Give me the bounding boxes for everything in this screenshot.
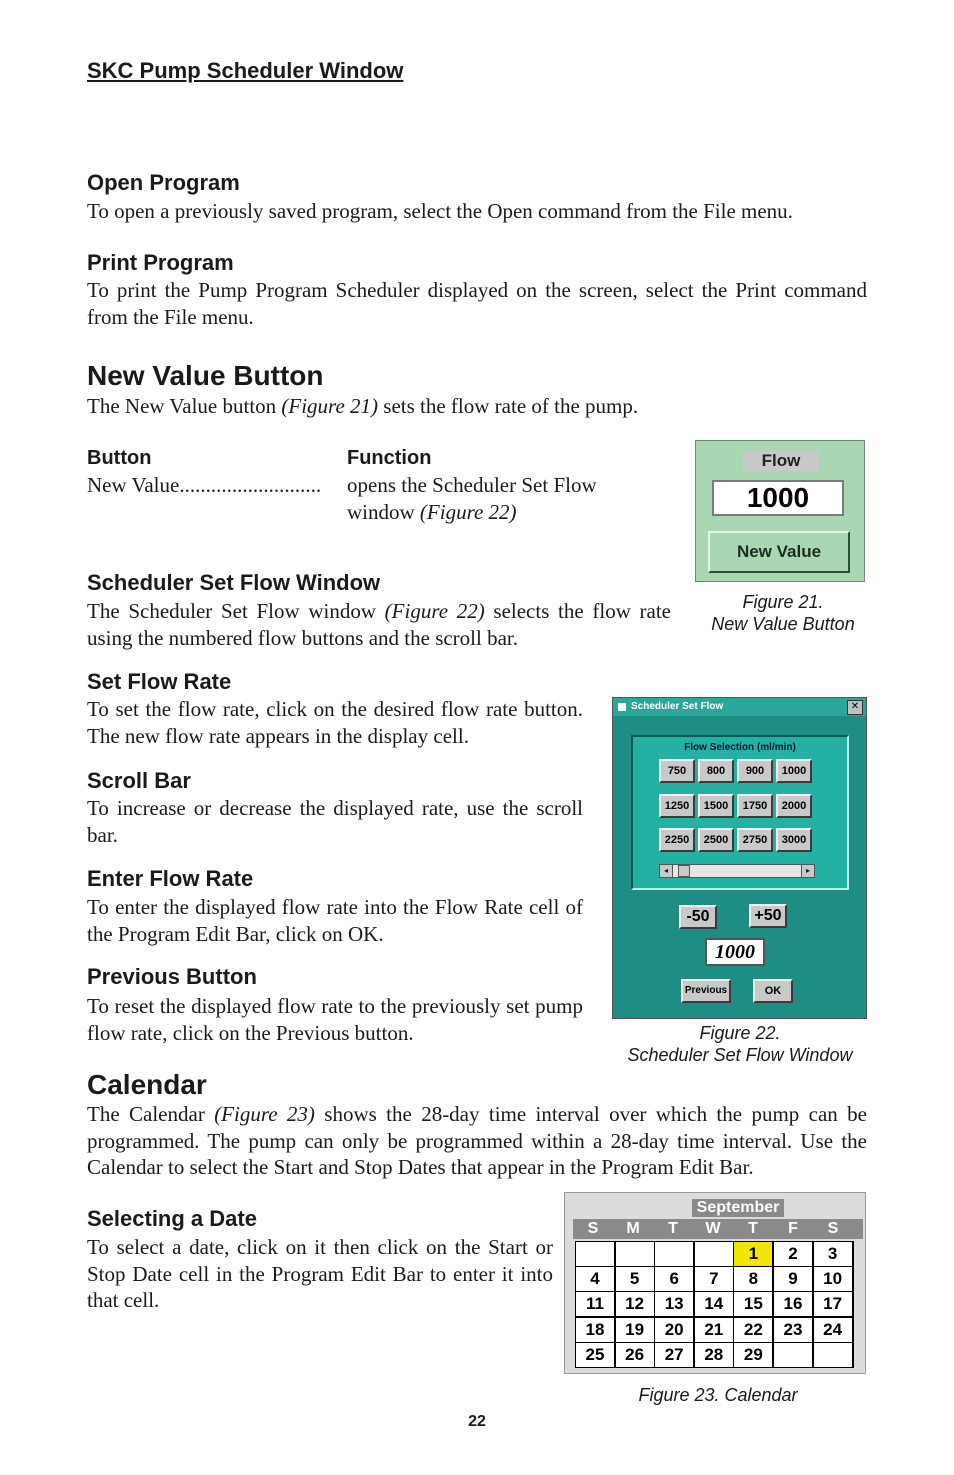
open-program-text: To open a previously saved program, select the Open command from the File menu.: [87, 199, 793, 223]
flow-button-1250[interactable]: 1250: [659, 794, 695, 818]
calendar-day-cell[interactable]: 4: [576, 1267, 614, 1291]
calendar-grid: [575, 1241, 854, 1368]
flow-button-2000[interactable]: 2000: [776, 794, 812, 818]
window-title: Scheduler Set Flow: [631, 701, 724, 712]
plus-50-button[interactable]: +50: [749, 904, 787, 928]
flow-button-2750[interactable]: 2750: [737, 828, 773, 852]
calendar-day-cell[interactable]: 28: [695, 1343, 733, 1367]
weekday-label: S: [827, 1220, 839, 1237]
figure-23-caption: Figure 23. Calendar: [638, 1385, 798, 1405]
flow-button-1750[interactable]: 1750: [737, 794, 773, 818]
calendar-day-cell[interactable]: 18: [576, 1318, 614, 1342]
calendar-day-cell[interactable]: 10: [814, 1267, 852, 1291]
calendar-text: The Calendar (Figure 23) shows the 28-day time interval over which the pump can be programmed. The pump can only be programmed within a 28-day time interval. Use the Calendar to select the Start and Stop Dates that appear in the Program Edit Bar.: [87, 1102, 867, 1179]
scroll-thumb[interactable]: [678, 865, 690, 877]
figure-22-window: [612, 697, 867, 1019]
table-row-button: New Value...........................: [87, 473, 322, 497]
scroll-bar-text: To increase or decrease the displayed rate, use the scroll bar.: [87, 796, 583, 847]
calendar-day-cell[interactable]: 17: [814, 1292, 852, 1316]
enter-flow-rate-heading: Enter Flow Rate: [87, 866, 254, 891]
close-icon[interactable]: ✕: [847, 700, 863, 715]
flow-scrollbar[interactable]: [659, 864, 815, 878]
window-titlebar: [613, 698, 866, 716]
weekday-label: F: [788, 1220, 798, 1237]
flow-button-1000[interactable]: 1000: [776, 759, 812, 783]
flow-button-3000[interactable]: 3000: [776, 828, 812, 852]
figure-22-caption: Figure 22. Scheduler Set Flow Window: [627, 1023, 853, 1065]
set-flow-rate-heading: Set Flow Rate: [87, 669, 232, 694]
scroll-left-icon[interactable]: ◂: [660, 865, 673, 877]
flow-value-display: 1000: [712, 480, 844, 516]
page-header-title: SKC Pump Scheduler Window: [87, 58, 404, 83]
calendar-day-cell[interactable]: 15: [734, 1292, 772, 1316]
calendar-day-cell[interactable]: 2: [774, 1242, 812, 1266]
calendar-day-cell[interactable]: 12: [616, 1292, 654, 1316]
ok-button[interactable]: OK: [753, 979, 793, 1003]
calendar-day-cell[interactable]: 24: [814, 1318, 852, 1342]
selecting-date-text: To select a date, click on it then click on the Start or Stop Date cell in the Program Edit Bar to enter it into that cell.: [87, 1235, 553, 1312]
flow-button-1500[interactable]: 1500: [698, 794, 734, 818]
calendar-day-cell[interactable]: 22: [734, 1318, 772, 1342]
table-row-function: opens the Scheduler Set Flow window (Figure 22): [347, 473, 597, 524]
calendar-day-cell[interactable]: 16: [774, 1292, 812, 1316]
flow-button-2500[interactable]: 2500: [698, 828, 734, 852]
weekday-label: T: [668, 1220, 678, 1237]
open-program-heading: Open Program: [87, 170, 240, 195]
calendar-empty-cell: [695, 1242, 733, 1266]
calendar-day-cell[interactable]: 25: [576, 1343, 614, 1367]
calendar-day-cell[interactable]: 20: [655, 1318, 693, 1342]
scroll-right-icon[interactable]: ▸: [801, 865, 814, 877]
table-header-function: Function: [347, 447, 432, 469]
figure-21-caption: Figure 21. New Value Button: [711, 592, 855, 634]
flow-button-2250[interactable]: 2250: [659, 828, 695, 852]
print-program-text: To print the Pump Program Scheduler displayed on the screen, select the Print command from the File menu.: [87, 278, 867, 329]
flow-selection-panel: [631, 735, 849, 890]
calendar-day-cell[interactable]: 1: [734, 1242, 772, 1266]
previous-button-text: To reset the displayed flow rate to the previously set pump flow rate, click on the Previous button.: [87, 994, 583, 1045]
ssf-window-text: The Scheduler Set Flow window (Figure 22) selects the flow rate using the numbered flow buttons and the scroll bar.: [87, 599, 672, 650]
calendar-day-cell[interactable]: 27: [655, 1343, 693, 1367]
calendar-empty-cell: [616, 1242, 654, 1266]
new-value-text: The New Value button (Figure 21) sets the flow rate of the pump.: [87, 394, 639, 418]
new-value-button[interactable]: New Value: [708, 531, 850, 573]
flow-button-900[interactable]: 900: [737, 759, 773, 783]
ssf-window-heading: Scheduler Set Flow Window: [87, 570, 381, 595]
page-number: 22: [468, 1413, 486, 1430]
calendar-day-cell[interactable]: 13: [655, 1292, 693, 1316]
previous-button-heading: Previous Button: [87, 964, 257, 989]
flow-label: Flow: [743, 451, 819, 471]
window-icon: [618, 703, 626, 711]
table-header-button: Button: [87, 447, 152, 469]
flow-rate-display: 1000: [705, 938, 765, 966]
calendar-day-cell[interactable]: 3: [814, 1242, 852, 1266]
calendar-empty-cell: [655, 1242, 693, 1266]
calendar-day-cell[interactable]: 29: [734, 1343, 772, 1367]
flow-selection-title: Flow Selection (ml/min): [684, 742, 796, 753]
set-flow-rate-text: To set the flow rate, click on the desired flow rate button. The new flow rate appears in the display cell.: [87, 697, 583, 748]
calendar-day-cell[interactable]: 8: [734, 1267, 772, 1291]
calendar-empty-cell: [814, 1343, 852, 1367]
figure-21: [695, 440, 865, 582]
calendar-day-cell[interactable]: 23: [774, 1318, 812, 1342]
calendar-day-cell[interactable]: 6: [655, 1267, 693, 1291]
selecting-date-heading: Selecting a Date: [87, 1206, 257, 1231]
calendar-day-cell[interactable]: 5: [616, 1267, 654, 1291]
scroll-bar-heading: Scroll Bar: [87, 768, 191, 793]
calendar-empty-cell: [774, 1343, 812, 1367]
calendar-weekday-row: [573, 1219, 863, 1239]
minus-50-button[interactable]: -50: [679, 905, 717, 929]
weekday-label: T: [748, 1220, 758, 1237]
calendar-heading: Calendar: [87, 1069, 207, 1100]
figure-23-calendar: [564, 1192, 866, 1374]
weekday-label: S: [587, 1220, 599, 1237]
calendar-day-cell[interactable]: 19: [616, 1318, 654, 1342]
weekday-label: M: [626, 1220, 640, 1237]
calendar-day-cell[interactable]: 26: [616, 1343, 654, 1367]
previous-button[interactable]: Previous: [681, 979, 731, 1003]
calendar-day-cell[interactable]: 7: [695, 1267, 733, 1291]
flow-button-750[interactable]: 750: [659, 759, 695, 783]
calendar-month: September: [692, 1199, 784, 1217]
weekday-label: W: [705, 1220, 721, 1237]
calendar-empty-cell: [576, 1242, 614, 1266]
flow-button-800[interactable]: 800: [698, 759, 734, 783]
calendar-day-cell[interactable]: 14: [695, 1292, 733, 1316]
calendar-day-cell[interactable]: 21: [695, 1318, 733, 1342]
new-value-heading: New Value Button: [87, 360, 324, 391]
calendar-day-cell[interactable]: 11: [576, 1292, 614, 1316]
calendar-day-cell[interactable]: 9: [774, 1267, 812, 1291]
enter-flow-rate-text: To enter the displayed flow rate into the Flow Rate cell of the Program Edit Bar, click on OK.: [87, 895, 583, 946]
print-program-heading: Print Program: [87, 250, 234, 275]
